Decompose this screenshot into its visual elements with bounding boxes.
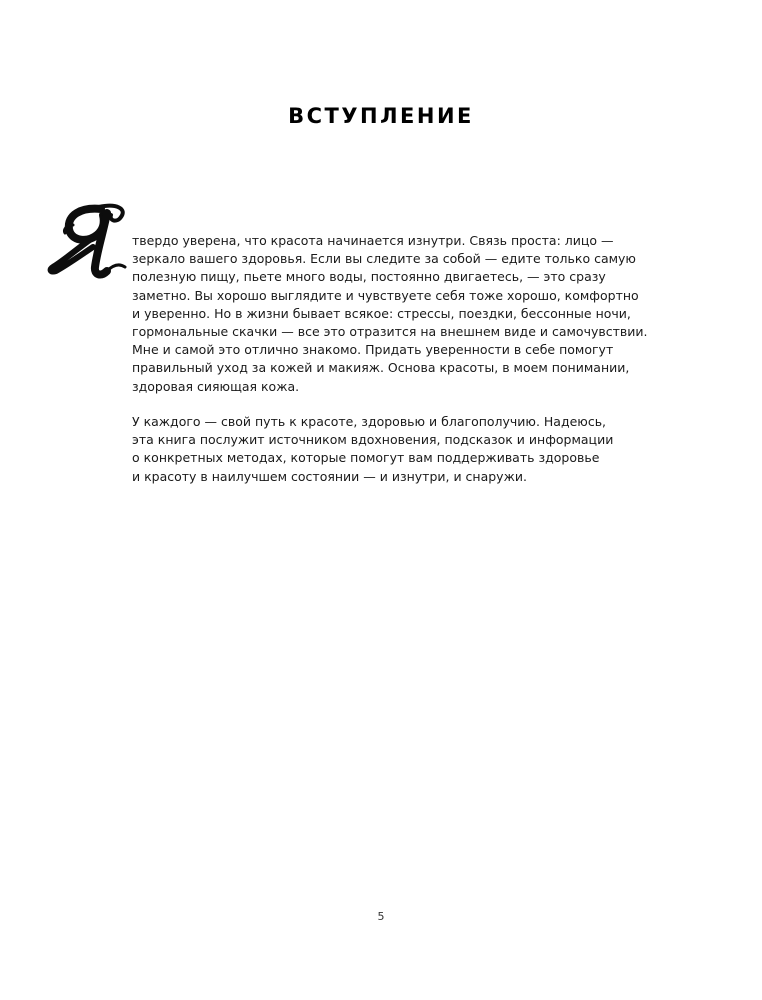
drop-cap <box>47 203 132 281</box>
paragraph-1 <box>132 232 648 396</box>
paragraph-line: зеркало вашего здоровья. Если вы следите за собой — едите только самую <box>132 251 636 267</box>
paragraph-line: гормональные скачки — все это отразится на внешнем виде и самочувствии. <box>132 324 648 340</box>
paragraph-line: о конкретных методах, которые помогут вам поддерживать здоровье <box>132 450 600 466</box>
paragraph-line: У каждого — свой путь к красоте, здоровью и благополучию. Надеюсь, <box>132 414 607 429</box>
paragraph-line: и уверенно. Но в жизни бывает всякое: стрессы, поездки, бессонные ночи, <box>132 305 631 321</box>
paragraph-line: эта книга послужит источником вдохновения, подсказок и информации <box>132 432 614 448</box>
paragraph-line: Мне и самой это отлично знакомо. Придать уверенности в себе помогут <box>132 342 614 358</box>
calligraphic-drop-cap-icon <box>47 203 132 281</box>
chapter-title: ВСТУПЛЕНИЕ <box>288 104 474 128</box>
page-number: 5 <box>377 910 385 923</box>
paragraph-line: правильный уход за кожей и макияж. Основа красоты, в моем понимании, <box>132 360 630 376</box>
paragraph-line: заметно. Вы хорошо выглядите и чувствуете себя тоже хорошо, комфортно <box>132 287 639 303</box>
paragraph-line: полезную пищу, пьете много воды, постоянно двигаетесь, — это сразу <box>132 269 606 285</box>
paragraph-line: здоровая сияющая кожа. <box>132 378 300 394</box>
paragraph-line: и красоту в наилучшем состоянии — и изнутри, и снаружи. <box>132 468 527 484</box>
paragraph-2 <box>132 413 614 486</box>
paragraph-line: твердо уверена, что красота начинается изнутри. Связь проста: лицо — <box>132 233 614 248</box>
